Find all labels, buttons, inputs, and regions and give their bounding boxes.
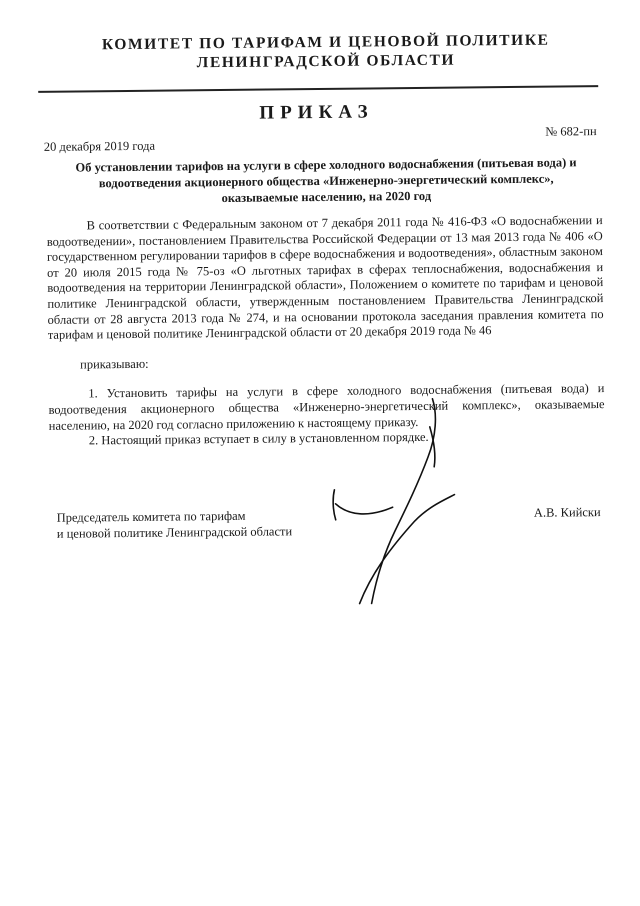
handwritten-signature (317, 397, 459, 608)
signatory-position-line: Председатель комитета по тарифам (56, 508, 246, 525)
signatory-name: А.В. Кийски (533, 505, 601, 520)
order-item-1: 1. Установить тарифы на услуги в сфере холодного водоснабжения (питьевая вода) и водоотведения акционерного общества «Инженерно-энергетический комплекс», оказываемые населению, на 2020 год согласно приложению к настоящему приказу. (48, 381, 605, 433)
order-item-2: 2. Настоящий приказ вступает в силу в установленном порядке. (88, 429, 429, 448)
signatory-position-line: и ценовой политике Ленинградской области (56, 523, 293, 541)
document-subject (52, 155, 600, 208)
organization-name-line2: ЛЕНИНГРАДСКОЙ ОБЛАСТИ (196, 51, 456, 72)
order-word: приказываю: (80, 356, 149, 372)
document-date: 20 декабря 2019 года (43, 138, 156, 154)
subject-line: водоотведения акционерного общества «Инженерно-энергетический комплекс», (98, 171, 554, 191)
preamble-paragraph: В соответствии с Федеральным законом от 7 декабря 2011 года № 416-ФЗ «О водоснабжении и водоотведении», постановлением Правительства Российской Федерации от 13 мая 2013 года № 406 «О государственном регулировании тарифов в сфере водоснабжения и водоотведения», областным законом от 20 июля 2015 года № 75-оз «О льготных тарифах в сферах теплоснабжения, водоснабжения и водоотведения на территории Ленинградской области», Положением о комитете по тарифам и ценовой политике Ленинградской области, утвержденным постановлением Правительства Ленинградской области от 28 августа 2013 года № 274, и на основании протокола заседания правления комитета по тарифам и ценовой политике Ленинградской области от 20 декабря 2019 года № 46 (46, 213, 604, 343)
organization-header (56, 30, 596, 74)
organization-name-line1: КОМИТЕТ ПО ТАРИФАМ И ЦЕНОВОЙ ПОЛИТИКЕ (101, 31, 550, 54)
signatory-position (57, 508, 293, 541)
subject-line: Об установлении тарифов на услуги в сфере холодного водоснабжения (питьевая вода) и (75, 155, 577, 175)
document-number: № 682-пн (545, 124, 597, 139)
subject-line: оказываемые населению, на 2020 год (221, 188, 432, 205)
document-title: ПРИКАЗ (259, 101, 374, 124)
header-divider (38, 85, 598, 93)
